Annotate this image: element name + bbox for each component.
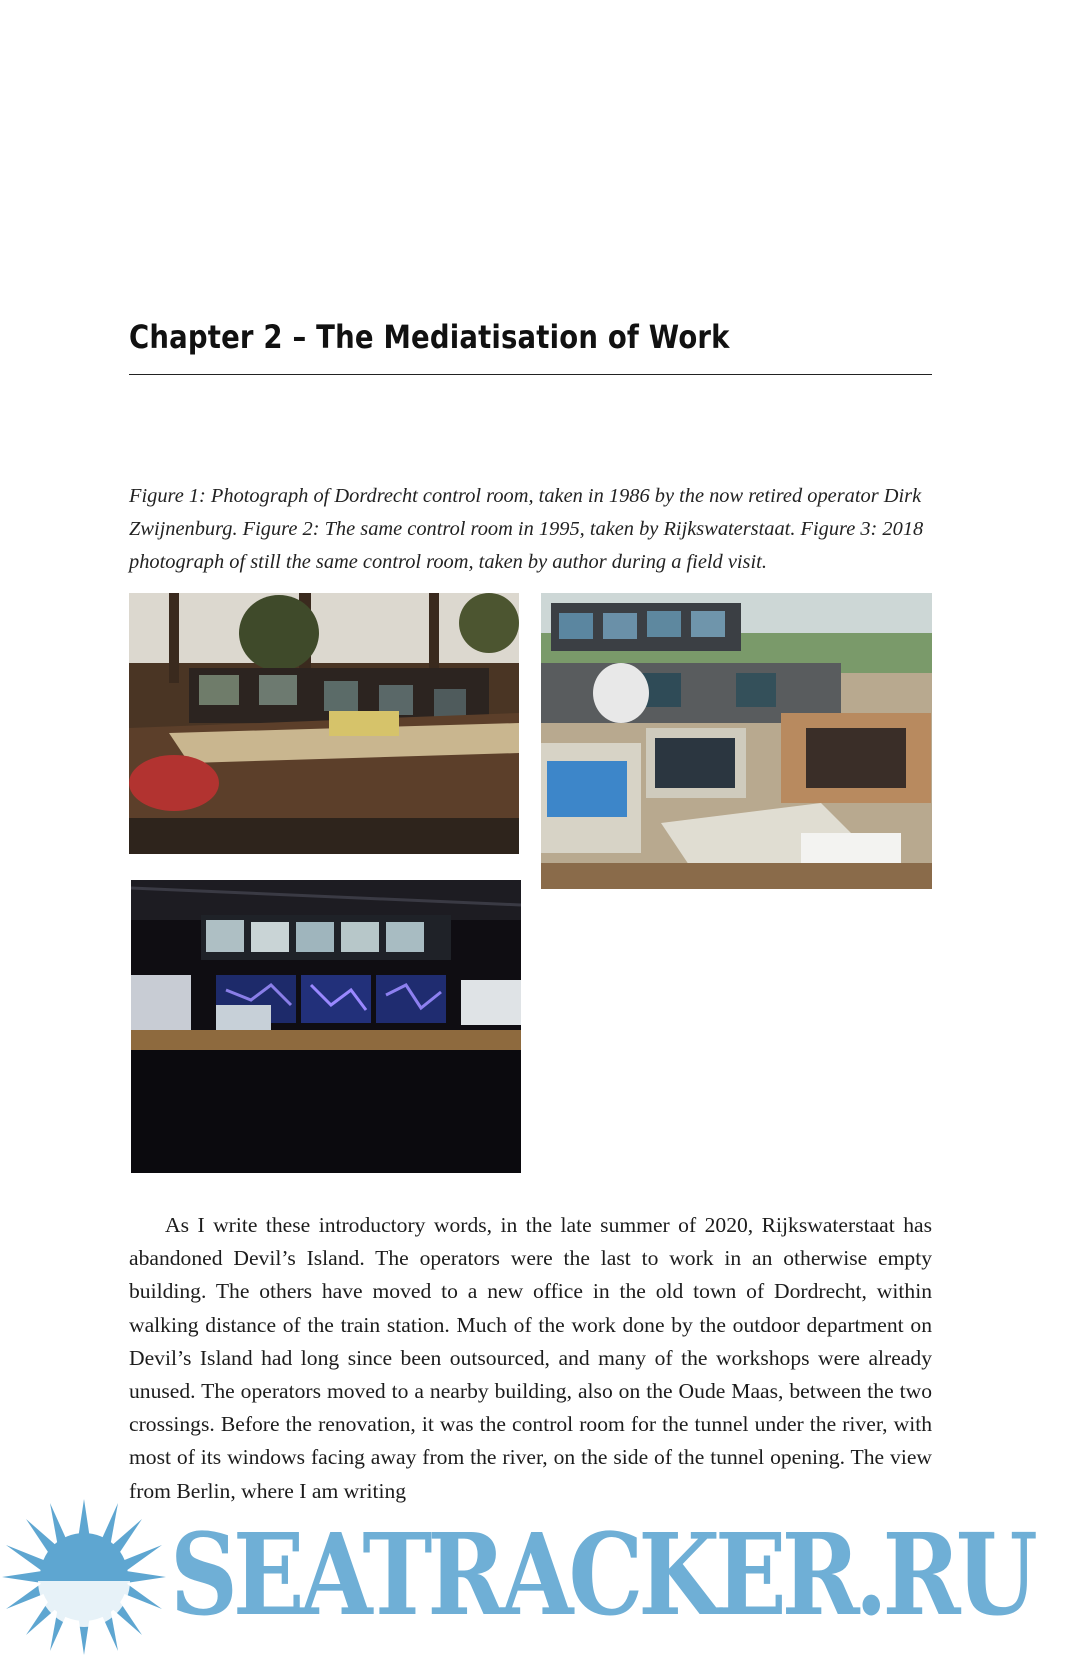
title-rule — [129, 374, 932, 375]
watermark-text: SEATRACKER.RU — [170, 1510, 1033, 1641]
figure-caption: Figure 1: Photograph of Dordrecht control room, taken in 1986 by the now retired operator Dirk Zwijnenburg. Figure 2: The same control room in 1995, taken by Rijkswaterstaat. Figure 3: 2018 photograph of still the same control room, taken by author during a field visit. — [129, 485, 924, 573]
sun-logo-icon — [2, 1499, 166, 1655]
figure-1-photo — [129, 593, 519, 854]
figure-3-photo — [131, 880, 521, 1173]
chapter-title: Chapter 2 – The Mediatisation of Work — [129, 318, 730, 356]
figure-2-photo — [541, 593, 932, 889]
body-paragraph: As I write these introductory words, in the late summer of 2020, Rijkswaterstaat has abandoned Devil’s Island. The operators were the last to work in an otherwise empty building. The others have moved to a new office in the old town of Dordrecht, within walking distance of the train station. Much of the work done by the outdoor department on Devil’s Island had long since been outsourced, and many of the workshops were already unused. The operators moved to a nearby building, also on the Oude Maas, between the two crossings. Before the renovation, it was the control room for the tunnel under the river, with most of its windows facing away from the river, on the side of the tunnel opening. The view from Berlin, where I am writing — [129, 1213, 932, 1503]
watermark — [0, 1495, 1080, 1658]
